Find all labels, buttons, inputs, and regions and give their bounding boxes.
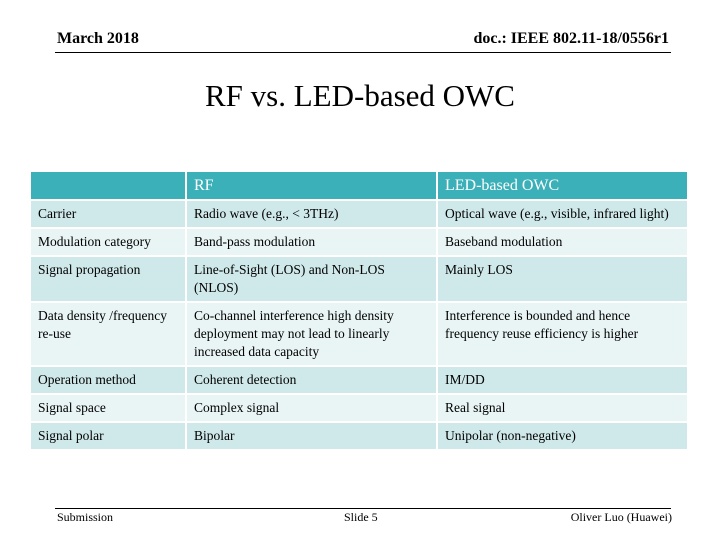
rf-cell: Bipolar: [186, 422, 437, 449]
owc-cell: Interference is bounded and hence frequency reuse efficiency is higher: [437, 302, 687, 366]
row-label: Signal polar: [31, 422, 186, 449]
table-header-row: [31, 172, 687, 200]
footer-slide-number: Slide 5: [344, 510, 378, 524]
owc-cell: Mainly LOS: [437, 256, 687, 302]
header-doc-id: doc.: IEEE 802.11-18/0556r1: [473, 30, 669, 47]
footer-submission: Submission: [57, 510, 114, 524]
owc-cell: Baseband modulation: [437, 228, 687, 256]
row-label: Operation method: [31, 366, 186, 394]
table-row: [31, 394, 687, 422]
owc-cell: Optical wave (e.g., visible, infrared light): [437, 200, 687, 228]
table-row: [31, 228, 687, 256]
table-row: [31, 366, 687, 394]
rf-cell: Coherent detection: [186, 366, 437, 394]
column-header-blank: [31, 172, 186, 200]
row-label: Signal propagation: [31, 256, 186, 302]
owc-cell: Unipolar (non-negative): [437, 422, 687, 449]
comparison-table: [31, 172, 687, 449]
rf-cell: Band-pass modulation: [186, 228, 437, 256]
rf-cell: Co-channel interference high density deployment may not lead to linearly increased data capacity: [186, 302, 437, 366]
row-label: Carrier: [31, 200, 186, 228]
header-divider: [55, 52, 671, 53]
slide-title: RF vs. LED-based OWC: [205, 78, 515, 113]
row-label: Data density /frequency re-use: [31, 302, 186, 366]
owc-cell: Real signal: [437, 394, 687, 422]
table-row: [31, 302, 687, 366]
rf-cell: Radio wave (e.g., < 3THz): [186, 200, 437, 228]
footer-author: Oliver Luo (Huawei): [570, 510, 672, 524]
header-date: March 2018: [57, 30, 139, 47]
rf-cell: Line-of-Sight (LOS) and Non-LOS (NLOS): [186, 256, 437, 302]
table-row: [31, 422, 687, 449]
column-header-rf: RF: [186, 172, 437, 200]
footer-divider: [55, 508, 671, 509]
table-row: [31, 200, 687, 228]
table-row: [31, 256, 687, 302]
rf-cell: Complex signal: [186, 394, 437, 422]
row-label: Signal space: [31, 394, 186, 422]
column-header-owc: LED-based OWC: [437, 172, 687, 200]
row-label: Modulation category: [31, 228, 186, 256]
owc-cell: IM/DD: [437, 366, 687, 394]
